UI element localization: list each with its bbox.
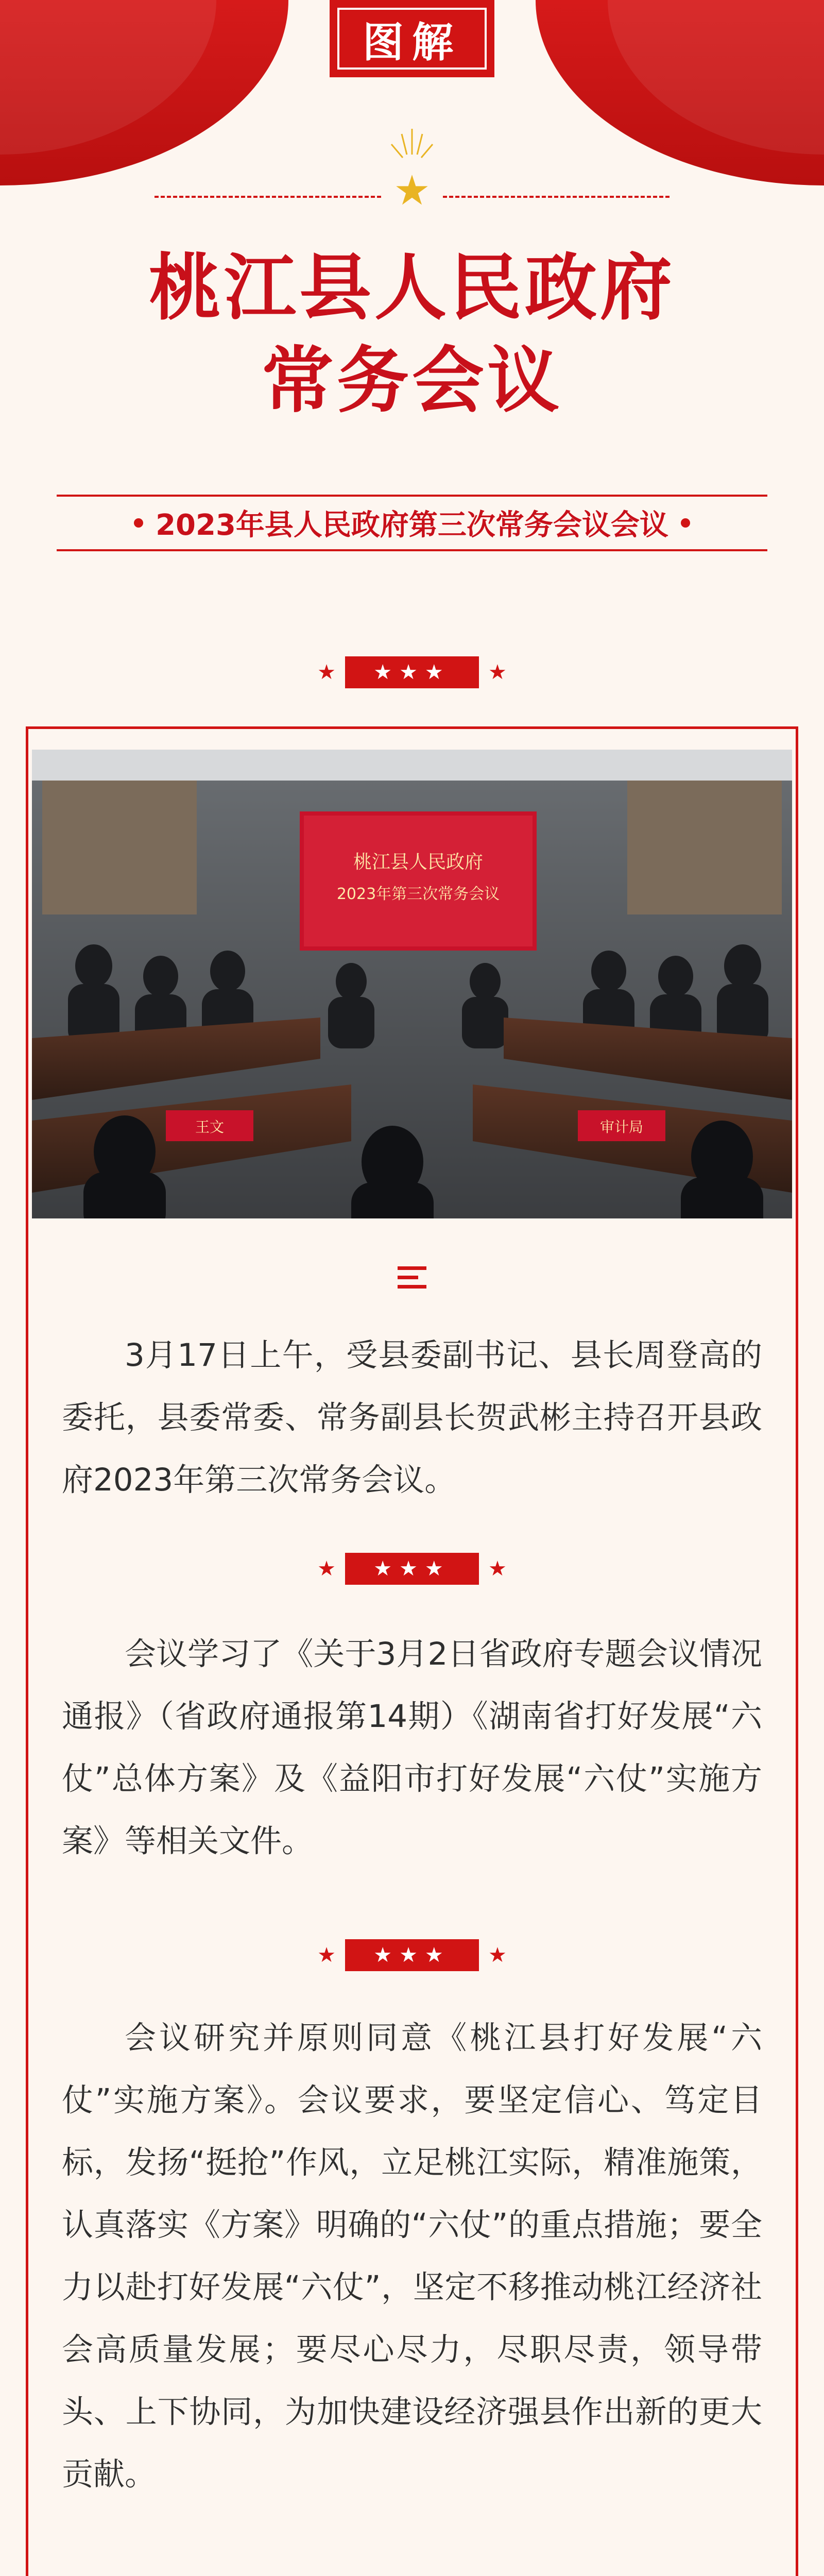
- rays-icon: [381, 124, 443, 165]
- desk-sign-1: 王文: [195, 1118, 225, 1136]
- paragraph-2: 会议学习了《关于3月2日省政府专题会议情况通报》（省政府通报第14期）《湖南省打好发展“六仗”总体方案》及《益阳市打好发展“六仗”实施方案》等相关文件。: [62, 1636, 762, 1859]
- dashed-line-right: [443, 196, 670, 198]
- star-divider: [0, 1937, 824, 1973]
- title-line-1: 桃江县人民政府: [148, 246, 675, 330]
- star-icon: ★: [488, 1557, 507, 1581]
- subtitle: 2023年县人民政府第三次常务会议会议: [156, 509, 668, 542]
- paragraph-3: 会议研究并原则同意《桃江县打好发展“六仗”实施方案》。会议要求，要坚定信心、笃定目标，发扬“挺抢”作风，立足桃江实际，精准施策，认真落实《方案》明确的“六仗”的重点措施；要全力以赴打好发展“六仗”，坚定不移推动桃江经济社会高质量发展；要尽心尽力，尽职尽责，领导带头、上下协同，为加快建设经济强县作出新的更大贡献。: [62, 2020, 762, 2493]
- star-icon: ★: [488, 1943, 507, 1967]
- tag-box: [330, 0, 494, 77]
- right-curtain: [536, 0, 824, 185]
- subtitle-bar: [57, 495, 767, 551]
- menu-icon: [391, 1257, 433, 1298]
- dashed-line-left: [154, 196, 381, 198]
- star-pill: ★★★: [345, 1939, 479, 1971]
- star-divider: [0, 1551, 824, 1587]
- meeting-photo: [32, 750, 792, 1218]
- star-divider: [0, 654, 824, 690]
- star-icon: ★: [317, 1557, 336, 1581]
- star-icon: ★: [488, 660, 507, 684]
- screen-line-1: 桃江县人民政府: [353, 852, 484, 873]
- star-pill: ★★★: [345, 656, 479, 688]
- star-icon: ★: [317, 660, 336, 684]
- dot-icon: [134, 518, 143, 528]
- dot-icon: [681, 518, 690, 528]
- desk-sign-2: 审计局: [599, 1118, 644, 1136]
- tag-label: 图解: [337, 8, 487, 70]
- paragraph-1: 3月17日上午，受县委副书记、县长周登高的委托，县委常委、常务副县长贺武彬主持召开县政府2023年第三次常务会议。: [62, 1337, 762, 1498]
- star-pill: ★★★: [345, 1553, 479, 1585]
- title-line-2: 常务会议: [261, 339, 562, 423]
- screen-line-2: 2023年第三次常务会议: [336, 885, 500, 903]
- header: [0, 0, 824, 577]
- star-icon: ★: [317, 1943, 336, 1967]
- meeting-photo-image: [32, 750, 792, 1218]
- page-title: [0, 242, 824, 428]
- left-curtain: [0, 0, 288, 185]
- gold-star-icon: ★: [393, 166, 431, 214]
